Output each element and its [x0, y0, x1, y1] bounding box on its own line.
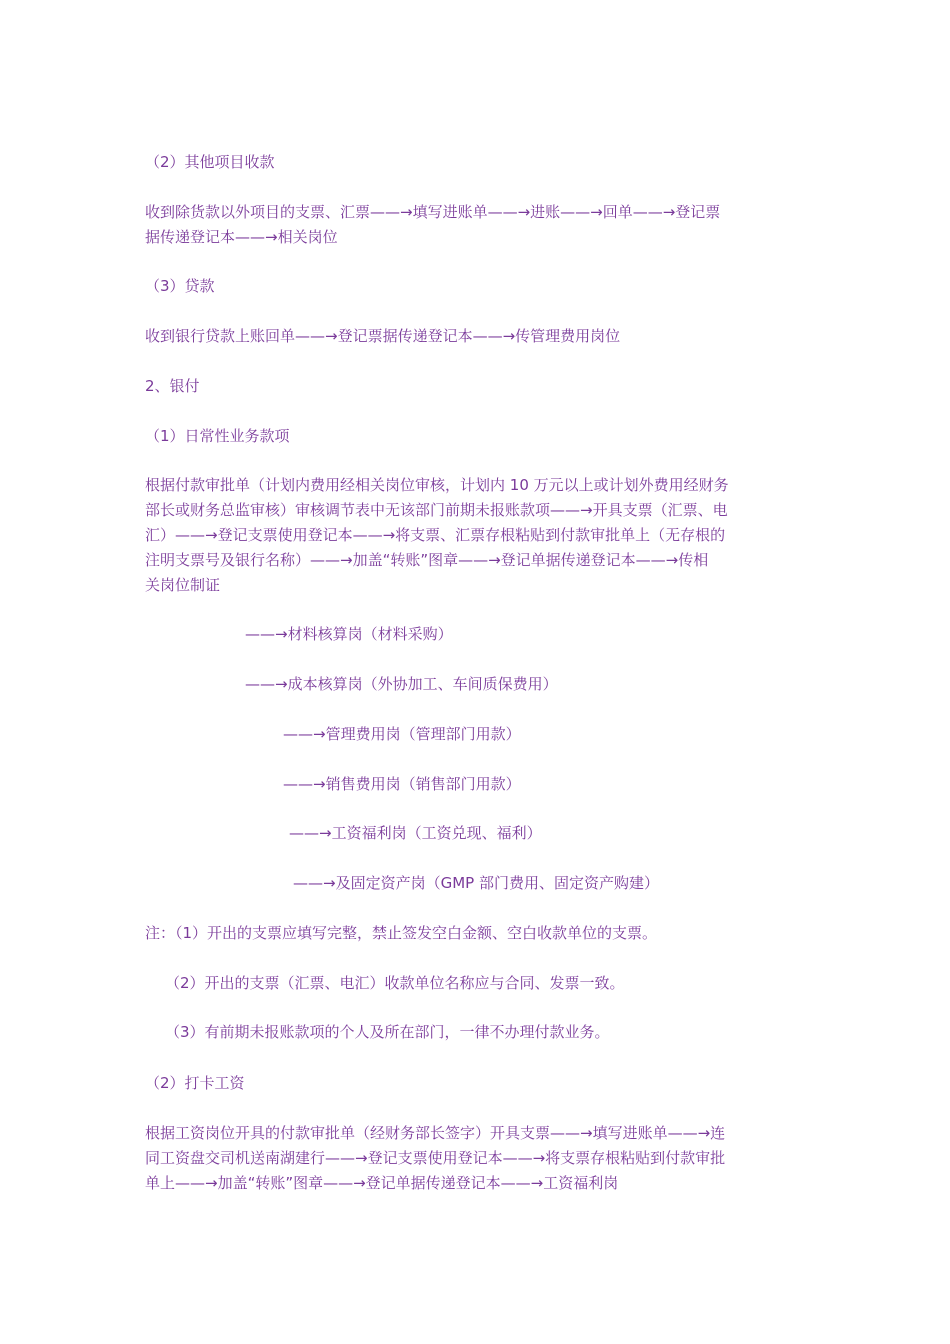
heading-loan: （3）贷款	[145, 277, 215, 295]
heading-bank-payment: 2、银付	[145, 377, 200, 395]
paragraph-line: 据传递登记本——→相关岗位	[145, 228, 338, 246]
note-1: 注：（1）开出的支票应填写完整，禁止签发空白金额、空白收款单位的支票。	[145, 924, 658, 942]
paragraph-line: 部长或财务总监审核）审核调节表中无该部门前期未报账款项——→开具支票（汇票、电	[145, 501, 728, 519]
heading-daily-payments: （1）日常性业务款项	[145, 427, 290, 445]
paragraph-line: 根据付款审批单（计划内费用经相关岗位审核，计划内 10 万元以上或计划外费用经财务	[145, 476, 729, 494]
paragraph-line: 收到除货款以外项目的支票、汇票——→填写进账单——→进账——→回单——→登记票	[145, 203, 721, 221]
note-2: （2）开出的支票（汇票、电汇）收款单位名称应与合同、发票一致。	[165, 974, 625, 992]
daily-payments-paragraph	[145, 473, 805, 598]
route-materials: ——→材料核算岗（材料采购）	[245, 625, 453, 643]
paragraph-line: 同工资盘交司机送南湖建行——→登记支票使用登记本——→将支票存根粘贴到付款审批	[145, 1149, 726, 1167]
route-sales-expense: ——→销售费用岗（销售部门用款）	[283, 775, 521, 793]
paragraph-line: 注明支票号及银行名称）——→加盖“转账”图章——→登记单据传递登记本——→传相	[145, 551, 709, 569]
other-receipts-paragraph	[145, 200, 805, 250]
loan-paragraph: 收到银行贷款上账回单——→登记票据传递登记本——→传管理费用岗位	[145, 327, 621, 345]
route-fixed-assets: ——→及固定资产岗（GMP 部门费用、固定资产购建）	[293, 874, 659, 892]
heading-payroll-card: （2）打卡工资	[145, 1074, 245, 1092]
note-3: （3）有前期未报账款项的个人及所在部门，一律不办理付款业务。	[165, 1023, 610, 1041]
route-cost: ——→成本核算岗（外协加工、车间质保费用）	[245, 675, 558, 693]
paragraph-line: 根据工资岗位开具的付款审批单（经财务部长签字）开具支票——→填写进账单——→连	[145, 1124, 726, 1142]
paragraph-line: 汇）——→登记支票使用登记本——→将支票、汇票存根粘贴到付款审批单上（无存根的	[145, 526, 726, 544]
payroll-paragraph	[145, 1121, 805, 1196]
heading-other-receipts: （2）其他项目收款	[145, 153, 275, 171]
paragraph-line: 单上——→加盖“转账”图章——→登记单据传递登记本——→工资福利岗	[145, 1174, 619, 1192]
route-payroll-welfare: ——→工资福利岗（工资兑现、福利）	[289, 824, 542, 842]
paragraph-line: 关岗位制证	[145, 576, 221, 594]
route-admin-expense: ——→管理费用岗（管理部门用款）	[283, 725, 521, 743]
